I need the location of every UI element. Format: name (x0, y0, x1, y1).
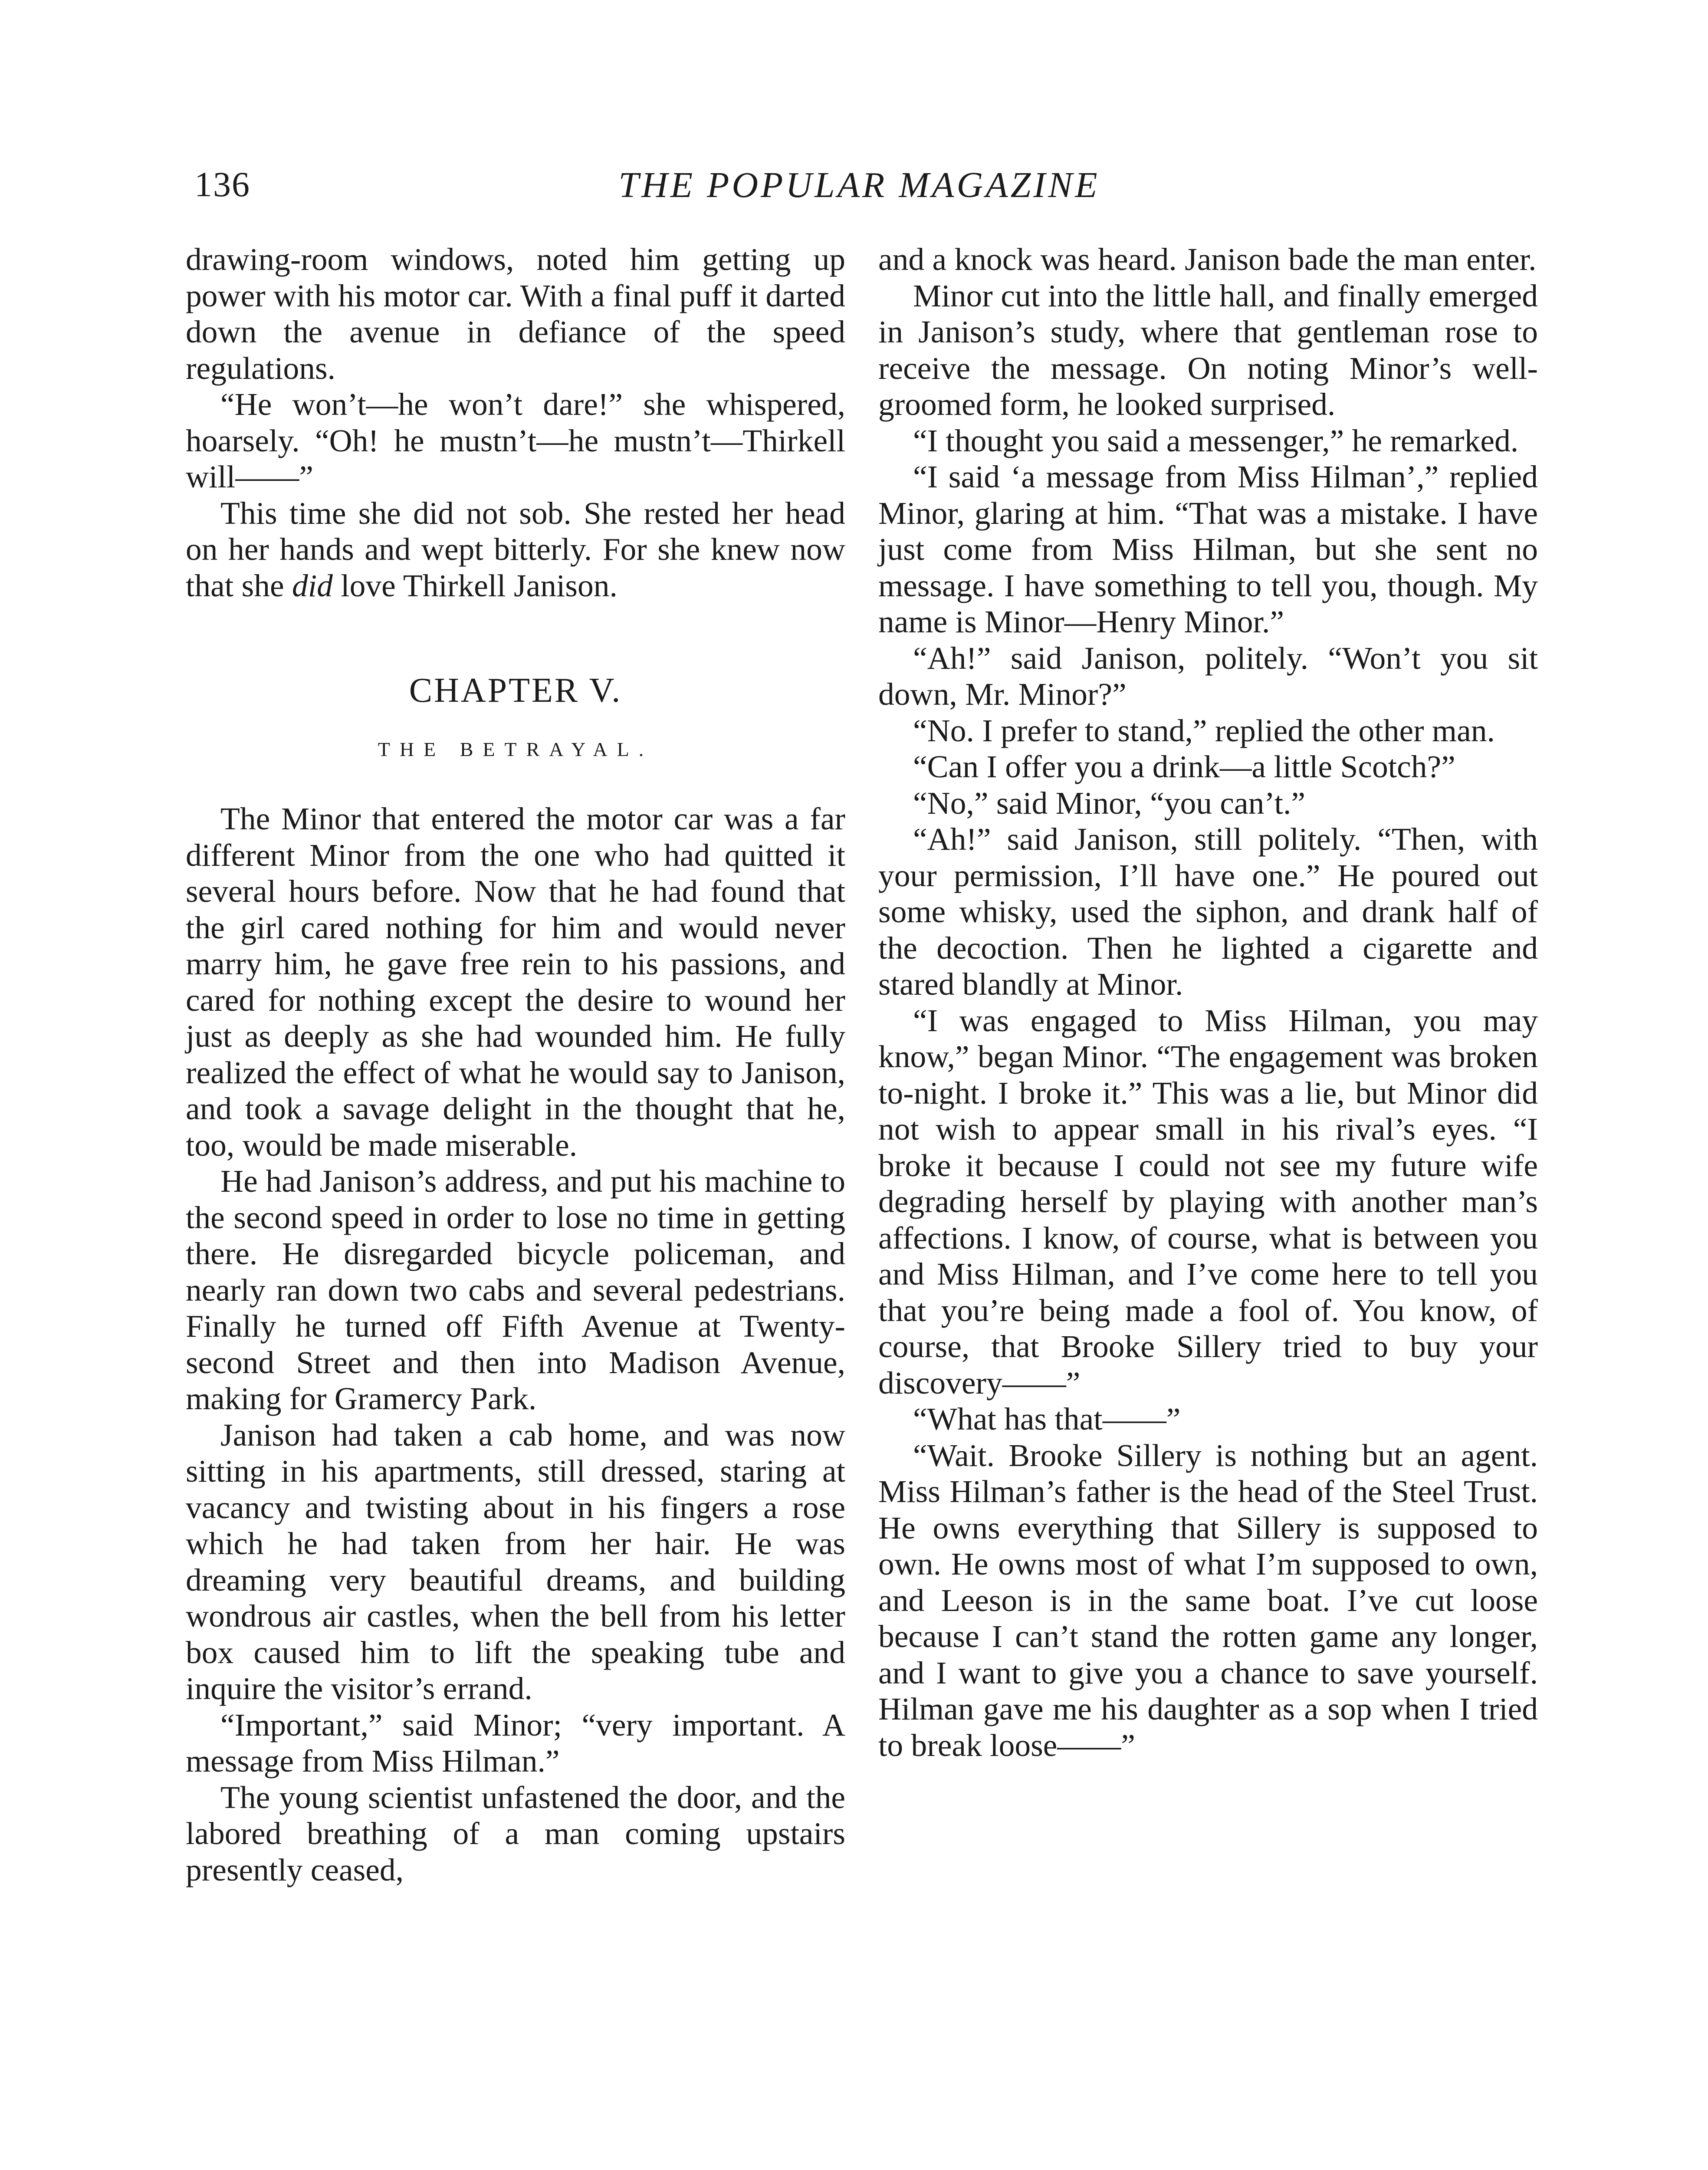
paragraph: The young scientist unfastened the door, and the labored breathing of a man coming upstairs presently ceased, (186, 1779, 845, 1887)
paragraph: “No,” said Minor, “you can’t.” (913, 785, 1305, 821)
chapter-subtitle: THE BETRAYAL. (378, 738, 654, 760)
paragraph: “What has that——” (913, 1401, 1181, 1437)
paragraph: “I thought you said a messenger,” he remarked. (913, 423, 1519, 458)
page-number: 136 (194, 164, 250, 204)
paragraph: “No. I prefer to stand,” replied the other man. (913, 713, 1495, 748)
paragraph: “I was engaged to Miss Hilman, you may know,” began Minor. “The engagement was broken to-night. I broke it.” This was a lie, but Minor did not wish to appear small in his rival’s eyes. “I broke it because I could not see my future wife degrading herself by playing with another man’s affections. I know, of course, what is between you and Miss Hilman, and I’ve come here to tell you that you’re being made a fool of. You know, of course, that Brooke Sillery tried to buy your discovery——” (878, 1003, 1538, 1401)
paragraph-text: love Thirkell Janison. (332, 568, 618, 603)
paragraph: and a knock was heard. Janison bade the man enter. (878, 242, 1537, 277)
paragraph: Minor cut into the little hall, and finally emerged in Janison’s study, where that gentleman rose to receive the message. On noting Minor’s well-groomed form, he looked surprised. (878, 278, 1538, 422)
paragraph: “I said ‘a message from Miss Hilman’,” replied Minor, glaring at him. “That was a mistake. I have just come from Miss Hilman, but she sent no message. I have something to tell you, though. My name is Minor—Henry Minor.” (878, 459, 1538, 639)
emphasis-text: did (292, 568, 333, 603)
paragraph: He had Janison’s address, and put his machine to the second speed in order to lose no time in getting there. He disregarded bicycle policeman, and nearly ran down two cabs and several pedestrians. Finally he turned off Fifth Avenue at Twenty-second Street and then into Madison Avenue, making for Gramercy Park. (186, 1164, 845, 1416)
chapter-heading: CHAPTER V. (409, 671, 622, 710)
paragraph: The Minor that entered the motor car was a far different Minor from the one who had quitted it several hours before. Now that he had found that the girl cared nothing for him and would never marry him, he gave free rein to his passions, and cared for nothing except the desire to wound her just as deeply as she had wounded him. He fully realized the effect of what he would say to Janison, and took a savage delight in the thought that he, too, would be made miserable. (186, 801, 845, 1163)
paragraph: “Ah!” said Janison, still politely. “Then, with your permission, I’ll have one.” He poured out some whisky, used the siphon, and drank half of the decoction. Then he lighted a cigarette and stared blandly at Minor. (878, 822, 1538, 1002)
paragraph: “Wait. Brooke Sillery is nothing but an agent. Miss Hilman’s father is the head of the Steel Trust. He owns everything that Sillery is supposed to own. He owns most of what I’m supposed to own, and Leeson is in the same boat. I’ve cut loose because I can’t stand the rotten game any longer, and I want to give you a chance to save yourself. Hilman gave me his daughter as a sop when I tried to break loose——” (878, 1437, 1538, 1763)
paragraph: drawing-room windows, noted him getting up power with his motor car. With a final puff it darted down the avenue in defiance of the speed regulations. (186, 242, 845, 386)
paragraph: “Important,” said Minor; “very important. A message from Miss Hilman.” (186, 1707, 845, 1779)
paragraph: “Can I offer you a drink—a little Scotch?” (913, 749, 1455, 784)
paragraph: “He won’t—he won’t dare!” she whispered, hoarsely. “Oh! he mustn’t—he mustn’t—Thirkell will——” (186, 387, 845, 494)
left-column (186, 241, 845, 1888)
paragraph: Janison had taken a cab home, and was now sitting in his apartments, still dressed, staring at vacancy and twisting about in his fingers a rose which he had taken from her hair. He was dreaming very beautiful dreams, and building wondrous air castles, when the bell from his letter box caused him to lift the speaking tube and inquire the visitor’s errand. (186, 1417, 845, 1706)
right-column (878, 241, 1538, 1763)
paragraph: “Ah!” said Janison, politely. “Won’t you sit down, Mr. Minor?” (878, 640, 1538, 712)
paragraph-text: This time she did not sob. She rested her head on her hands and wept bitterly. For she knew now that she (186, 495, 845, 603)
paragraph (186, 495, 845, 604)
running-head: THE POPULAR MAGAZINE (618, 165, 1100, 205)
